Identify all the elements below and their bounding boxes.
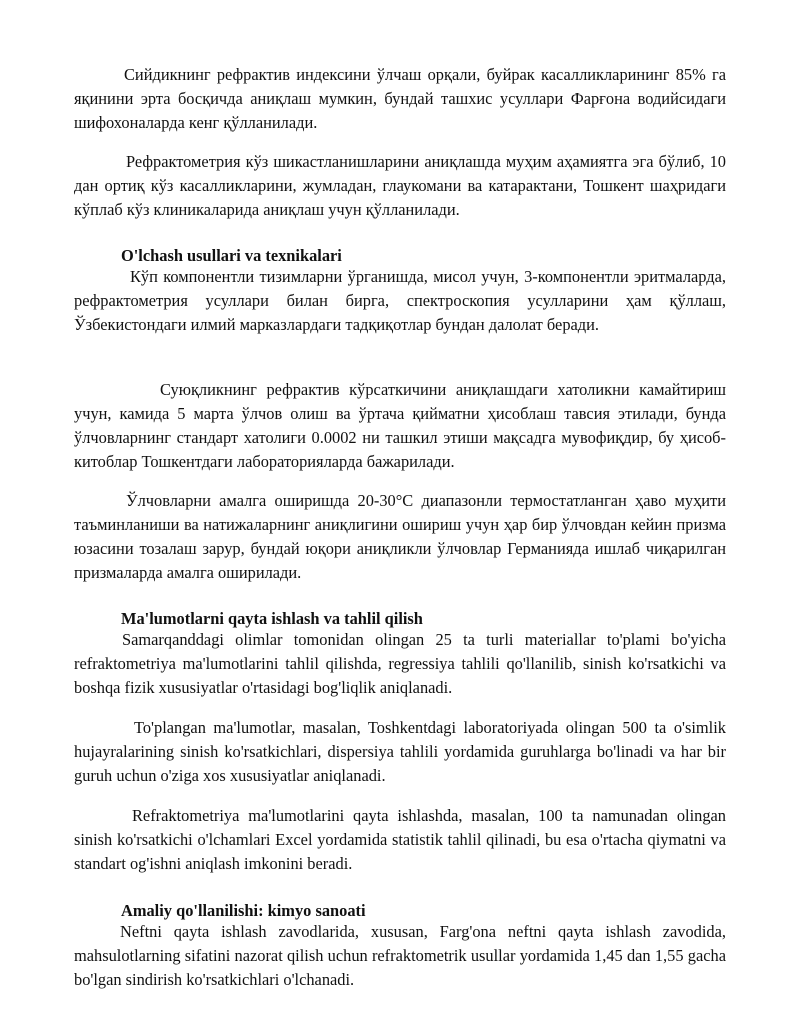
paragraph-regression [74,628,726,700]
paragraph-text: Ўлчовларни амалга оширишда 20-30°C диапазонли термостатланган ҳаво муҳити таъминланиши ва натижаларнинг аниқлигини ошириш учун ҳар бир ўлчовдан кейин призма юзасини тозалаш зарур, бундай юқори аниқликли ўлчовлар Германияда ишлаб чиқарилган призмаларда амалга оширилади. [74,491,726,582]
paragraph-multicomponent [74,265,726,337]
paragraph-text: Samarqanddagi olimlar tomonidan olingan 25 ta turli materiallar to'plami bo'yicha refraktometriya ma'lumotlarini tahlil qilishda, regressiya tahlili qo'llanilib, sinish ko'rsatkichi va boshqa fizik xususiyatlar o'rtasidagi bog'liqlik aniqlanadi. [74,630,726,697]
paragraph-text: Суюқликнинг рефрактив кўрсаткичини аниқлашдаги хатоликни камайтириш учун, камида 5 марта ўлчов олиш ва ўртача қийматни ҳисоблаш тавсия этилади, бунда ўлчовларнинг стандарт хатолиги 0.0002 ни ташкил этиши мақсадга мувофиқдир, бу ҳисоб-китоблар Тошкентдаги лабораторияларда бажарилади. [74,380,726,471]
paragraph-text: Refraktometriya ma'lumotlarini qayta ishlashda, masalan, 100 ta namunadan olingan sinish ko'rsatkichi o'lchamlari Excel yordamida statistik tahlil qilinadi, bu esa o'rtacha qiymatni va standart og'ishni aniqlash imkonini beradi. [74,806,726,873]
paragraph-oil-refinery [74,920,726,992]
paragraph-text: Кўп компонентли тизимларни ўрганишда, мисол учун, 3-компонентли эритмаларда, рефрактометрия усуллари билан бирга, спектроскопия усулларини ҳам қўллаш, Ўзбекистондаги илмий марказлардаги тадқиқотлар бундан далолат беради. [74,267,726,334]
paragraph-excel-statistics [74,804,726,876]
paragraph-thermostat [74,489,726,585]
section-heading-measurement-methods: O'lchash usullari va texnikalari [121,246,342,265]
paragraph-text: Сийдикнинг рефрактив индексини ўлчаш орқали, буйрак касалликларининг 85% га яқинини эрта босқичда аниқлаш мумкин, бундай ташхис усуллари Фарғона водийсидаги шифохоналарда кенг қўлланилади. [74,65,726,132]
paragraph-text: To'plangan ma'lumotlar, masalan, Toshkentdagi laboratoriyada olingan 500 ta o'simlik hujayralarining sinish ko'rsatkichlari, dispersiya tahlili yordamida guruhlarga bo'linadi va har bir guruh uchun o'ziga xos xususiyatlar aniqlanadi. [74,718,726,785]
paragraph-urine-refraction [74,63,726,135]
paragraph-text: Рефрактометрия кўз шикастланишларини аниқлашда муҳим аҳамиятга эга бўлиб, 10 дан ортиқ кўз касалликларини, жумладан, глаукомани ва катарактани, Тошкент шаҳридаги кўплаб кўз клиникаларида аниқлаш учун қўлланилади. [74,152,726,219]
paragraph-dispersion [74,716,726,788]
paragraph-error-reduction [74,378,726,474]
section-heading-chemical-industry: Amaliy qo'llanilishi: kimyo sanoati [121,901,366,920]
section-heading-data-processing: Ma'lumotlarni qayta ishlash va tahlil qilish [121,609,423,628]
paragraph-eye-refractometry [74,150,726,222]
paragraph-text: Neftni qayta ishlash zavodlarida, xususan, Farg'ona neftni qayta ishlash zavodida, mahsulotlarning sifatini nazorat qilish uchun refraktometrik usullar yordamida 1,45 dan 1,55 gacha bo'lgan sindirish ko'rsatkichlari o'lchanadi. [74,922,726,989]
